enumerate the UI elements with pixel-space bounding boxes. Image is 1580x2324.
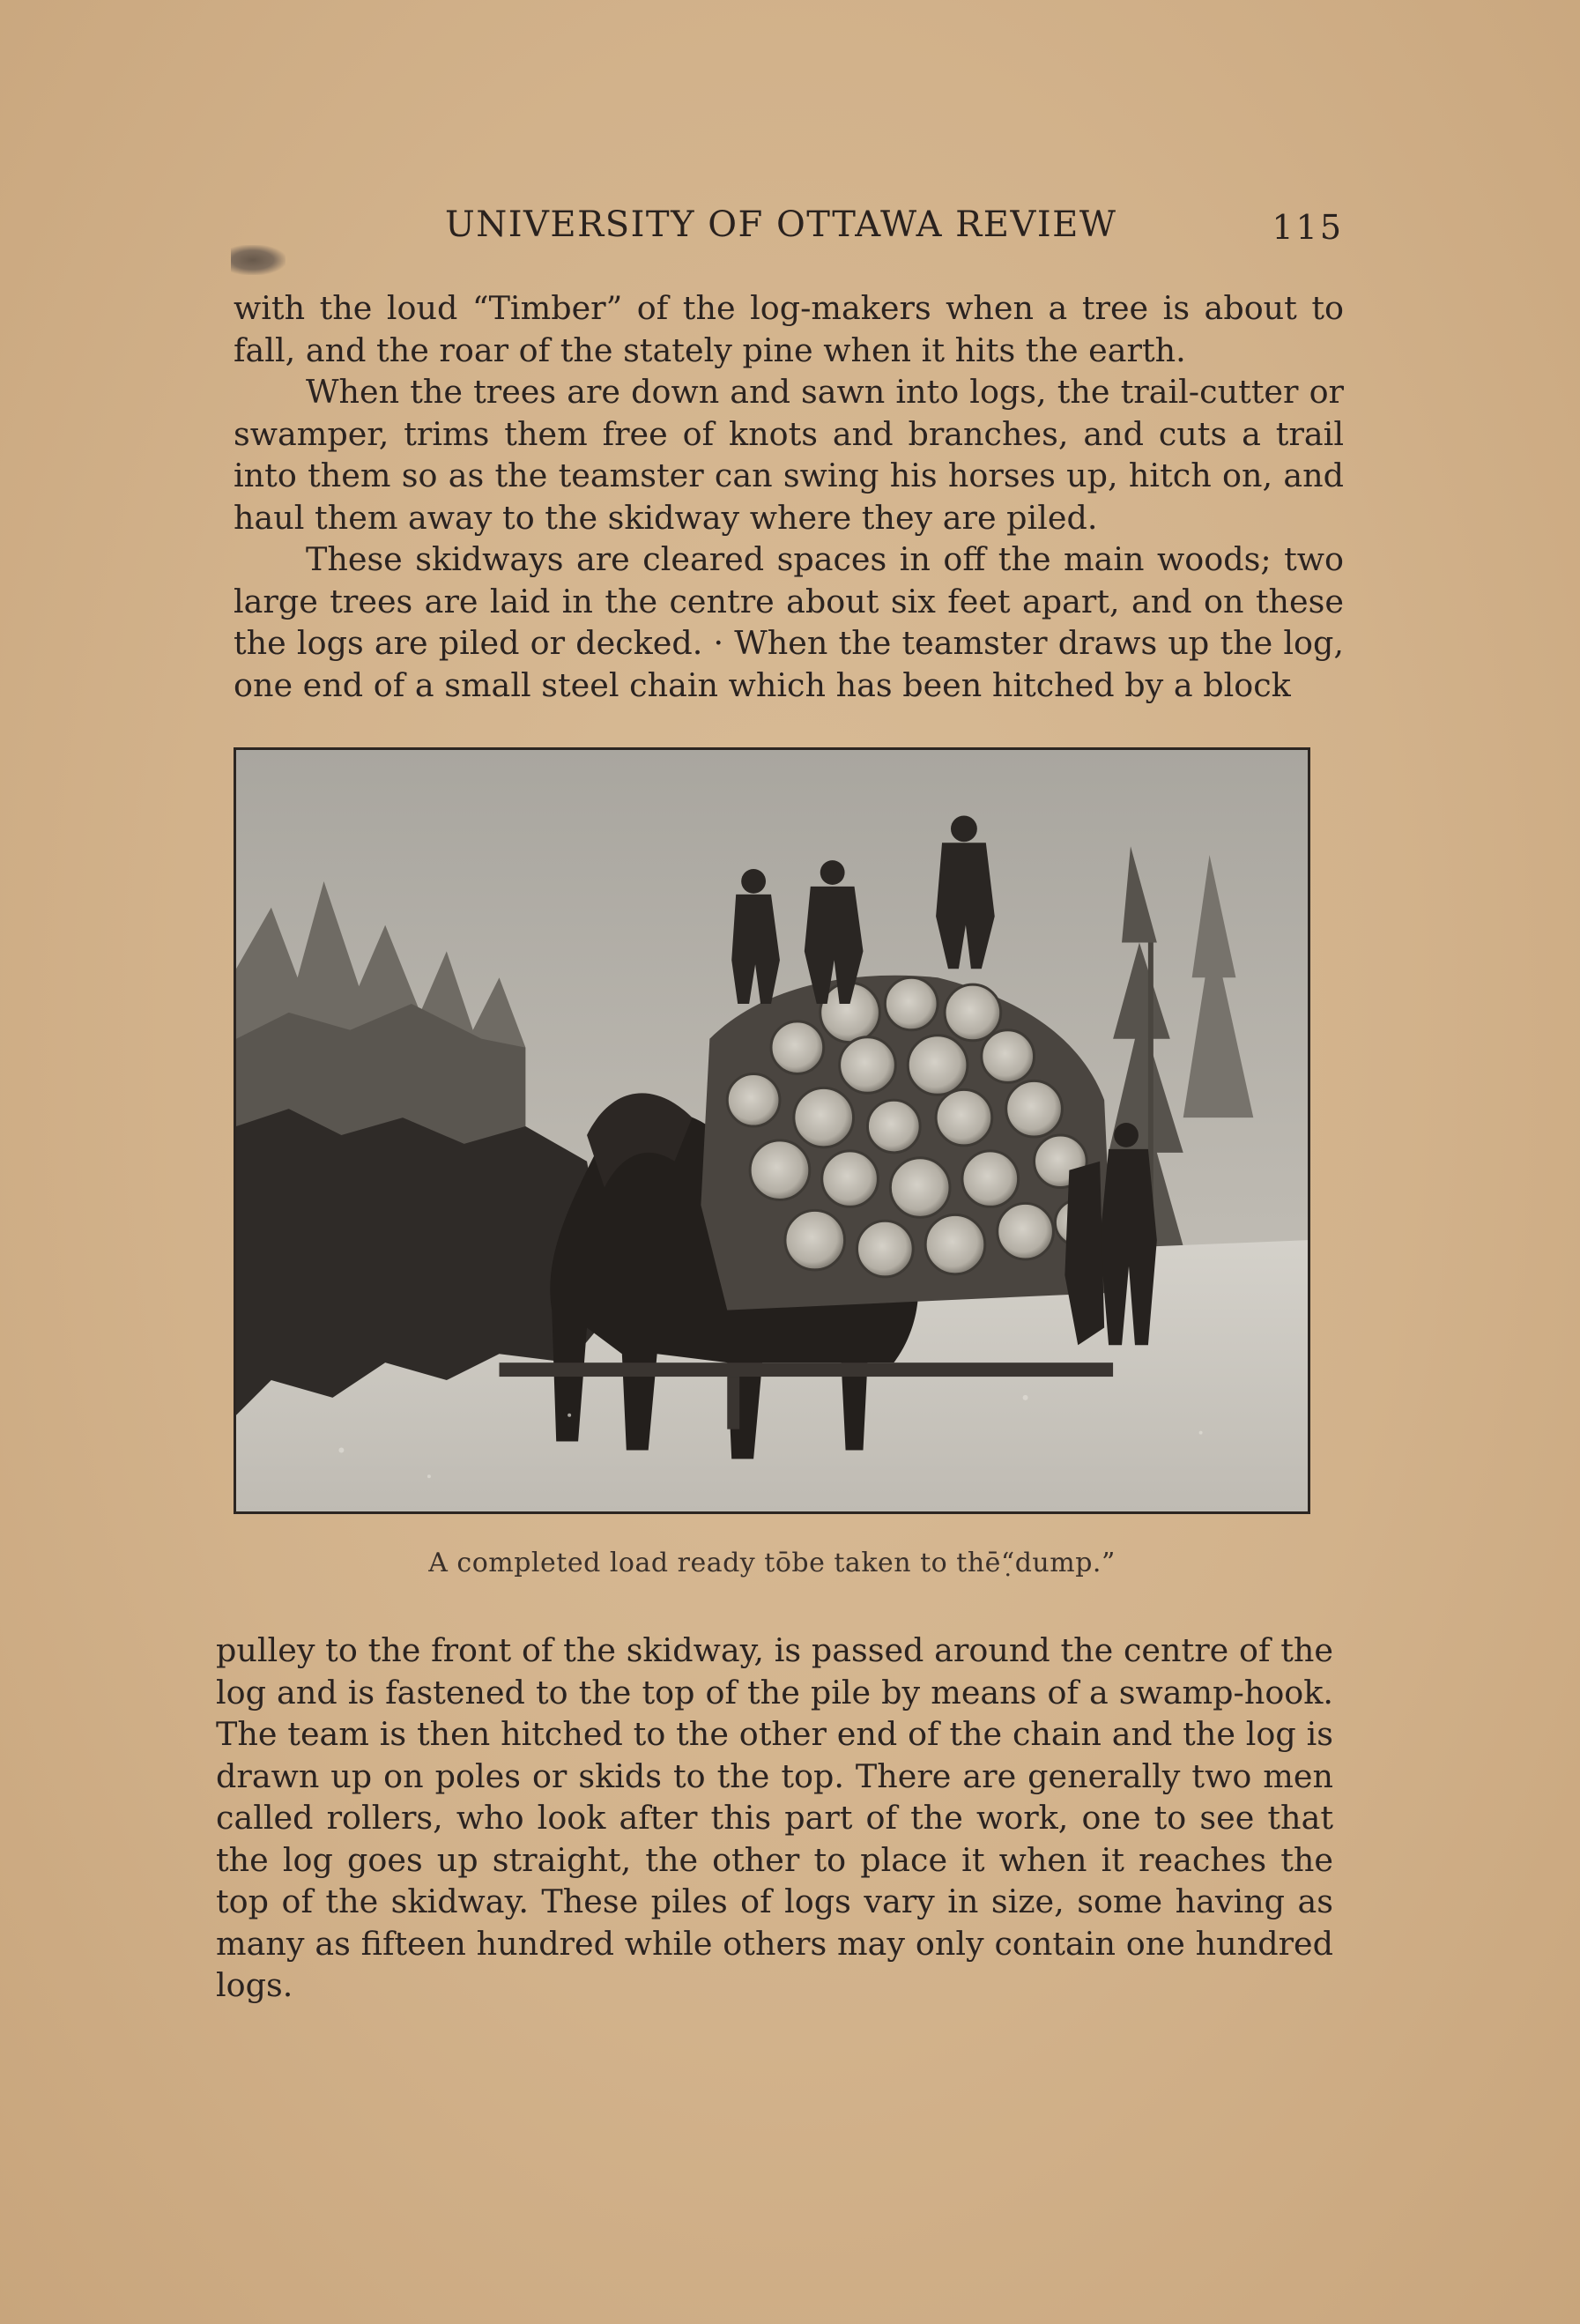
running-title: UNIVERSITY OF OTTAWA REVIEW — [445, 204, 1117, 245]
paragraph: When the trees are down and sawn into logs, the trail-cutter or swamper, trims them free of knots and branches, and cuts a trail into them so as the teamster can swing his horses up, hitch on, and haul them away to the skidway where they are piled. — [234, 373, 1344, 537]
body-text-bottom — [216, 1630, 1333, 2007]
photograph-illustration — [236, 750, 1308, 1511]
paragraph: These skidways are cleared spaces in off the main woods; two large trees are laid in the centre about six feet apart, and on these the logs are piled or decked. · When the teamster draws up the log, one end of a small steel chain which has been hitched by a block — [234, 540, 1344, 704]
page-number: 115 — [1272, 208, 1344, 247]
running-header — [234, 204, 1353, 257]
paragraph: with the loud “Timber” of the log-makers when a tree is about to fall, and the roar of the stately pine when it hits the earth. — [234, 289, 1344, 369]
body-text-top — [234, 287, 1344, 706]
photograph-log-load — [234, 747, 1310, 1514]
photo-caption: A completed load ready tōbe taken to thē“̣dump.” — [428, 1548, 1116, 1578]
ink-blot-mark — [231, 245, 286, 275]
paragraph: pulley to the front of the skidway, is passed around the centre of the log and is fastened to the top of the pile by means of a swamp-hook. The team is then hitched to the other end of the chain and the log is drawn up on poles or skids to the top. There are generally two men called rollers, who look after this part of the work, one to see that the log goes up straight, the other to place it when it reaches the top of the skidway. These piles of logs vary in size, some having as many as fifteen hundred while others may only contain one hundred logs. — [216, 1631, 1333, 2004]
